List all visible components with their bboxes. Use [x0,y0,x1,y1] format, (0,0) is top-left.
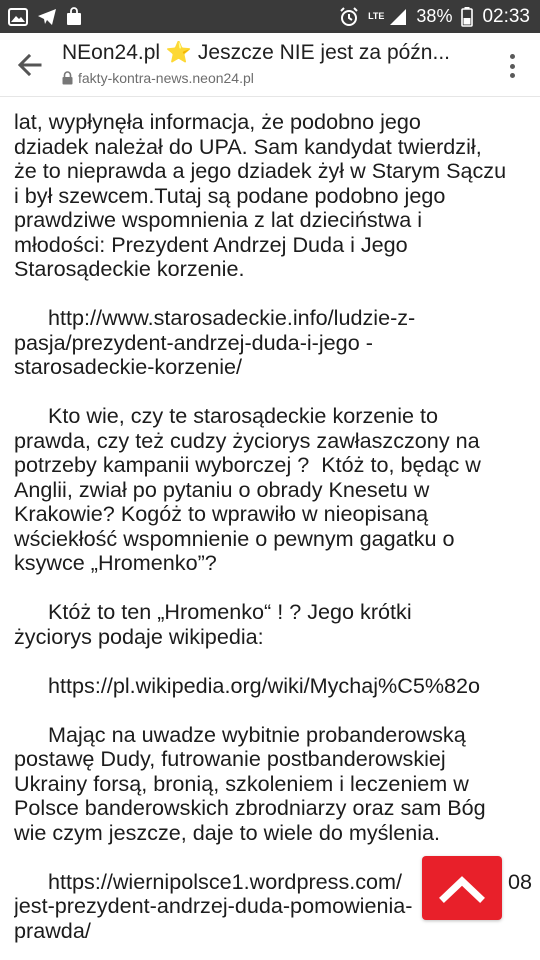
status-bar [0,0,540,33]
shopping-bag-icon [66,7,82,27]
text-line: Ukrainy forsą, bronią, szkoleniem i leczeniem w [14,770,469,796]
arrow-left-icon [18,54,42,76]
text-line: Starosądeckie korzenie. [14,256,245,281]
text-line: Krakowie? Kogóż to wprawiło w nieopisaną [14,501,429,526]
paragraph-1 [14,110,540,282]
text-line: i był szewcem.Tutaj są podane podobno jego [14,182,446,208]
dot-icon [510,54,515,59]
text-line: lat, wypłynęła informacja, że podobno jego [14,109,421,134]
text-line: życiorys podaje wikipedia: [14,623,264,649]
text-fragment: 08 [508,868,533,894]
text-line: wściekłość wspomnienie o pewnym gagatku o [14,525,455,551]
url-text: fakty-kontra-news.neon24.pl [78,70,254,86]
battery-icon [461,7,473,27]
text-line: prawdziwe wspomnienia z lat dzieciństwa i [14,207,423,232]
text-line: postawę Dudy, futrowanie postbanderowskiej [14,746,446,771]
telegram-icon [37,7,57,27]
text-line: potrzeby kampanii wyborczej ? Któż to, będąc w [14,452,481,477]
alarm-icon [339,7,359,27]
notification-icons [8,7,82,27]
dot-icon [510,64,515,69]
clock: 02:33 [482,5,530,27]
text-line: Mając na uwadze wybitnie probanderowską [48,721,466,747]
paragraph-6 [14,723,540,846]
scroll-to-top-button[interactable] [422,856,502,920]
browser-toolbar [0,33,540,97]
chevron-up-icon [438,873,486,903]
text-line: starosadeckie-korzenie/ [14,354,243,379]
url-bar[interactable] [62,70,254,86]
text-line: https://pl.wikipedia.org/wiki/Mychaj%C5%82o [48,672,481,698]
text-line: młodości: Prezydent Andrzej Duda i Jego [14,231,408,257]
dot-icon [510,73,515,78]
text-line: https://wiernipolsce1.wordpress.com/ [48,868,403,894]
text-line: pasja/prezydent-andrzej-duda-i-jego - [14,329,373,355]
image-icon [8,7,28,27]
article-body [14,97,540,960]
text-line: dziadek należał do UPA. Sam kandydat twierdził, [14,133,482,159]
text-line: prawda, czy też cudzy życiorys zawłaszczony na [14,427,480,453]
text-line: ksywce „Hromenko”? [14,550,217,575]
back-button[interactable] [14,49,46,81]
text-line: Anglii, zwiał po pytaniu o obrady Knesetu w [14,476,430,502]
overflow-menu-button[interactable] [502,51,522,81]
paragraph-5-link[interactable] [14,674,540,699]
text-line: Polsce banderowskich zbrodniarzy oraz sam Bóg [14,795,486,820]
paragraph-2-link[interactable] [14,306,540,380]
text-line: http://www.starosadeckie.info/ludzie-z- [48,305,416,330]
text-line: wie czym jeszcze, daje to wiele do myślenia. [14,819,441,845]
signal-icon [389,7,407,27]
text-line: że to nieprawda a jego dziadek żył w Starym Sączu [14,158,507,183]
system-status [339,6,530,28]
battery-percent: 38% [416,6,453,26]
text-line: Któż to ten „Hromenko“ ! ? Jego krótki [48,599,412,624]
paragraph-3 [14,404,540,576]
paragraph-4 [14,600,540,649]
page-title[interactable]: NEon24.pl ⭐ Jeszcze NIE jest za późn... [62,41,450,64]
text-line: jest-prezydent-andrzej-duda-pomowienia- [14,893,413,918]
lock-icon [62,71,73,85]
text-line: Kto wie, czy te starosądeckie korzenie to [48,403,439,428]
network-type: LTE [368,11,385,21]
text-line: prawda/ [14,917,91,943]
